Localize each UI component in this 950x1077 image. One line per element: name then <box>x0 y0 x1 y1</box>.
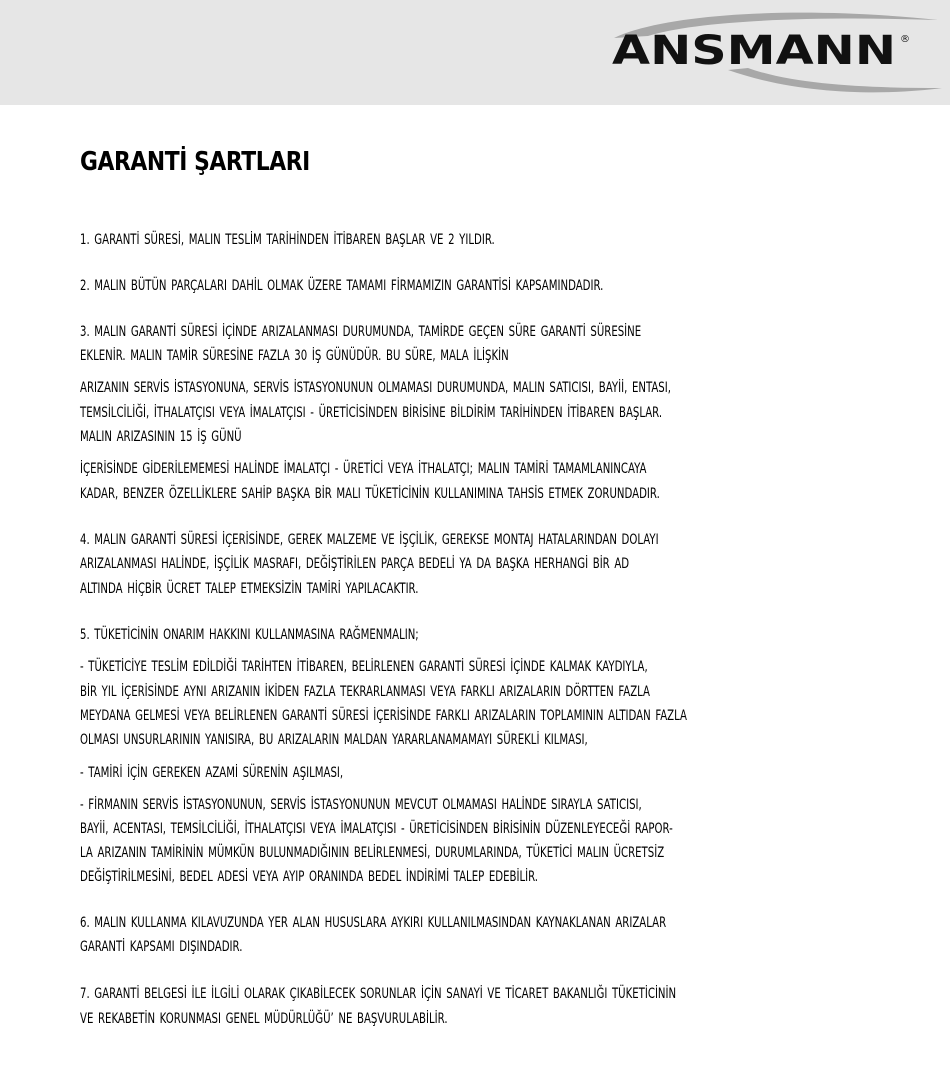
text-line: BİR YIL İÇERİSİNDE AYNI ARIZANIN İKİDEN FAZLA TEKRARLANMASI VEYA FARKLI ARIZALARIN DÖRTTEN FAZLA <box>80 684 651 700</box>
text-line: TEMSİLCİLİĞİ, İTHALATÇISI VEYA İMALATÇISI - ÜRETİCİSİNDEN BİRİSİNE BİLDİRİM TARİHİNDEN İTİBAREN BAŞLAR. <box>80 405 663 421</box>
text-line: İÇERİSİNDE GİDERİLEMEMESİ HALİNDE İMALATÇI - ÜRETİCİ VEYA İTHALATÇI; MALIN TAMİRİ TAMAMLANINCAYA <box>80 461 647 477</box>
text-line: 4. MALIN GARANTİ SÜRESİ İÇERİSİNDE, GEREK MALZEME VE İŞÇİLİK, GEREKSE MONTAJ HATALARINDAN DOLAYI <box>80 532 659 548</box>
logo-wordmark: ANSMANN <box>612 28 896 74</box>
text-line: ALTINDA HİÇBİR ÜCRET TALEP ETMEKSİZİN TAMİRİ YAPILACAKTIR. <box>80 581 419 597</box>
text-line: DEĞİŞTİRİLMESİNİ, BEDEL ADESİ VEYA AYIP ORANINDA BEDEL İNDİRİMİ TALEP EDEBİLİR. <box>80 869 539 885</box>
text-line: VE REKABETİN KORUNMASI GENEL MÜDÜRLÜĞÜ’ NE BAŞVURULABİLİR. <box>80 1011 448 1027</box>
text-line: 6. MALIN KULLANMA KILAVUZUNDA YER ALAN HUSUSLARA AYKIRI KULLANILMASINDAN KAYNAKLANAN ARIZALAR <box>80 915 667 931</box>
text-line: 7. GARANTİ BELGESİ İLE İLGİLİ OLARAK ÇIKABİLECEK SORUNLAR İÇİN SANAYİ VE TİCARET BAKANLIĞI TÜKETİCİNİN <box>80 986 677 1002</box>
text-line: BAYİİ, ACENTASI, TEMSİLCİLİĞİ, İTHALATÇISI VEYA İMALATÇISI - ÜRETİCİSİNDEN BİRİSİNİN DÜZENLEYECEĞİ RAPOR- <box>80 821 673 837</box>
text-line: 1. GARANTİ SÜRESİ, MALIN TESLİM TARİHİNDEN İTİBAREN BAŞLAR VE 2 YILDIR. <box>80 232 495 248</box>
logo-graphic <box>608 8 944 94</box>
text-line: GARANTİ KAPSAMI DIŞINDADIR. <box>80 939 243 955</box>
text-line: MEYDANA GELMESİ VEYA BELİRLENEN GARANTİ SÜRESİ İÇERİSİNDE FARKLI ARIZALARIN TOPLAMININ ALTIDAN FAZLA <box>80 708 687 724</box>
text-line: ARIZANIN SERVİS İSTASYONUNA, SERVİS İSTASYONUNUN OLMAMASI DURUMUNDA, MALIN SATICISI, BAYİİ, ENTASI, <box>80 380 671 396</box>
registered-mark: ® <box>900 34 910 45</box>
text-line: LA ARIZANIN TAMİRİNİN MÜMKÜN BULUNMADIĞININ BELİRLENMESİ, DURUMLARINDA, TÜKETİCİ MALIN ÜCRETSİZ <box>80 845 665 861</box>
text-line: - TAMİRİ İÇİN GEREKEN AZAMİ SÜRENİN AŞILMASI, <box>80 765 344 781</box>
text-line: - FİRMANIN SERVİS İSTASYONUNUN, SERVİS İSTASYONUNUN MEVCUT OLMAMASI HALİNDE SIRAYLA SATICISI, <box>80 797 642 813</box>
ansmann-logo <box>608 8 944 94</box>
text-line: 2. MALIN BÜTÜN PARÇALARI DAHİL OLMAK ÜZERE TAMAMI FİRMAMIZIN GARANTİSİ KAPSAMINDADIR. <box>80 278 604 294</box>
document-title: GARANTİ ŞARTLARI <box>80 147 310 177</box>
text-line: MALIN ARIZASININ 15 İŞ GÜNÜ <box>80 429 242 445</box>
page-header <box>0 0 950 105</box>
text-line: - TÜKETİCİYE TESLİM EDİLDİĞİ TARİHTEN İTİBAREN, BELİRLENEN GARANTİ SÜRESİ İÇİNDE KALMAK KAYDIYLA, <box>80 659 648 675</box>
text-line: OLMASI UNSURLARININ YANISIRA, BU ARIZALARIN MALDAN YARARLANAMAMAYI SÜREKLİ KILMASI, <box>80 732 588 748</box>
text-line: KADAR, BENZER ÖZELLİKLERE SAHİP BAŞKA BİR MALI TÜKETİCİNİN KULLANIMINA TAHSİS ETMEK ZORUNDADIR. <box>80 486 660 502</box>
text-line: 5. TÜKETİCİNİN ONARIM HAKKINI KULLANMASINA RAĞMENMALIN; <box>80 627 419 643</box>
text-line: 3. MALIN GARANTİ SÜRESİ İÇİNDE ARIZALANMASI DURUMUNDA, TAMİRDE GEÇEN SÜRE GARANTİ SÜRESİNE <box>80 324 642 340</box>
text-line: EKLENİR. MALIN TAMİR SÜRESİNE FAZLA 30 İŞ GÜNÜDÜR. BU SÜRE, MALA İLİŞKİN <box>80 348 509 364</box>
text-line: ARIZALANMASI HALİNDE, İŞÇİLİK MASRAFI, DEĞİŞTİRİLEN PARÇA BEDELİ YA DA BAŞKA HERHANGİ BİR AD <box>80 556 630 572</box>
